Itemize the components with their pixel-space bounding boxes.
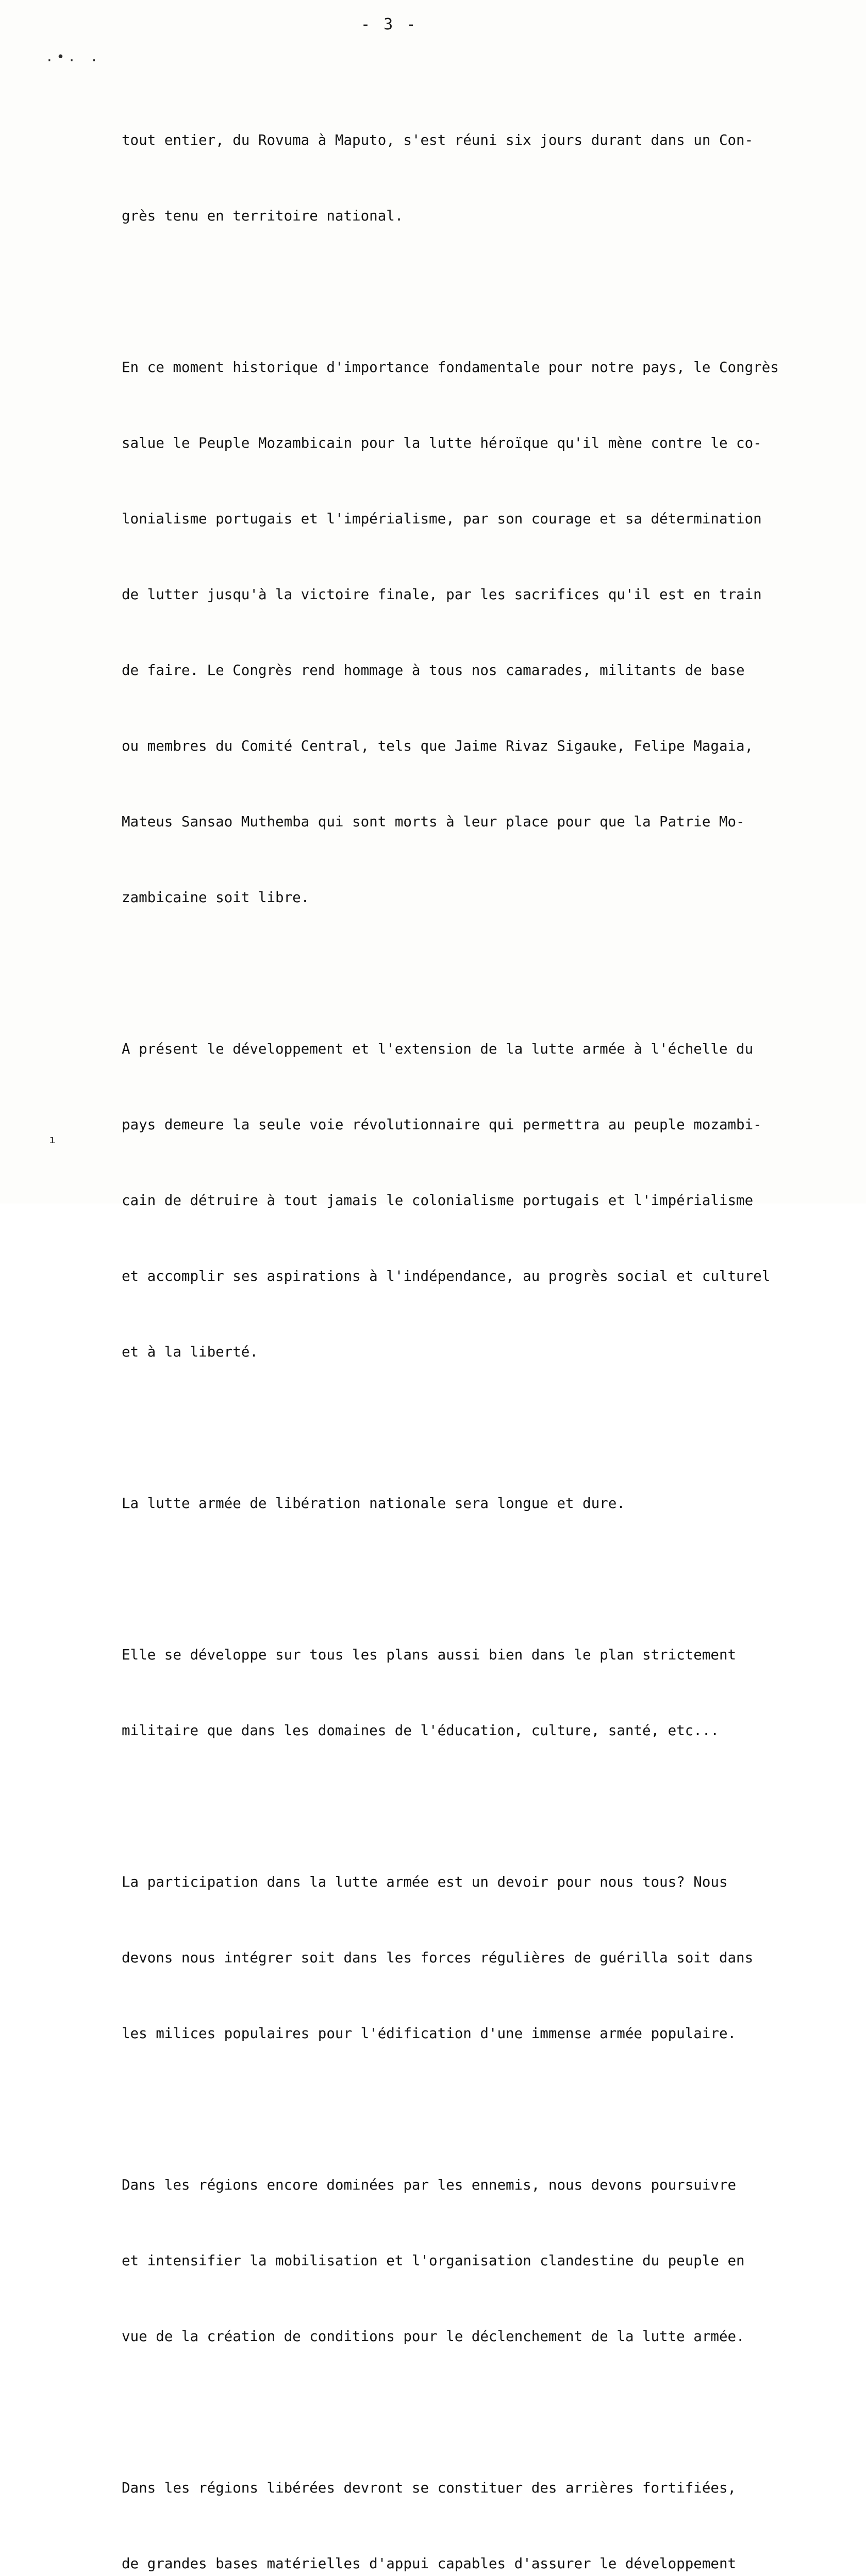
- text-line: Dans les régions libérées devront se constituer des arrières fortifiées,: [122, 2480, 737, 2496]
- paragraph-1: [122, 77, 843, 279]
- margin-mark-bottom: ı: [49, 1133, 56, 1146]
- text-line: de faire. Le Congrès rend hommage à tous nos camarades, militants de base: [122, 662, 745, 679]
- text-line: vue de la création de conditions pour le déclenchement de la lutte armée.: [122, 2328, 745, 2345]
- text-line: En ce moment historique d'importance fondamentale pour notre pays, le Congrès: [122, 359, 779, 376]
- text-line: tout entier, du Rovuma à Maputo, s'est réuni six jours durant dans un Con-: [122, 132, 754, 148]
- document-body: [122, 77, 843, 2576]
- text-line: Elle se développe sur tous les plans aussi bien dans le plan strictement: [122, 1647, 737, 1663]
- text-line: de lutter jusqu'à la victoire finale, par les sacrifices qu'il est en train: [122, 586, 762, 603]
- text-line: et à la liberté.: [122, 1344, 258, 1360]
- page-number: - 3 -: [361, 15, 418, 33]
- text-line: et intensifier la mobilisation et l'organisation clandestine du peuple en: [122, 2252, 745, 2269]
- text-line: les milices populaires pour l'édification d'une immense armée populaire.: [122, 2025, 737, 2042]
- paragraph-4: [122, 1440, 843, 1567]
- text-line: La lutte armée de libération nationale sera longue et dure.: [122, 1495, 625, 1512]
- text-line: zambicaine soit libre.: [122, 889, 310, 906]
- text-line: militaire que dans les domaines de l'éducation, culture, santé, etc...: [122, 1722, 719, 1739]
- paragraph-7: [122, 2122, 843, 2400]
- text-line: La participation dans la lutte armée est un devoir pour nous tous? Nous: [122, 1874, 728, 1890]
- text-line: Dans les régions encore dominées par les ennemis, nous devons poursuivre: [122, 2177, 737, 2193]
- text-line: salue le Peuple Mozambicain pour la lutte héroïque qu'il mène contre le co-: [122, 435, 762, 451]
- margin-mark-top: .•. .: [45, 49, 102, 65]
- text-line: devons nous intégrer soit dans les forces régulières de guérilla soit dans: [122, 1950, 754, 1966]
- text-line: ou membres du Comité Central, tels que Jaime Rivaz Sigauke, Felipe Magaia,: [122, 738, 754, 754]
- paragraph-6: [122, 1819, 843, 2097]
- text-line: cain de détruire à tout jamais le colonialisme portugais et l'impérialisme: [122, 1192, 754, 1209]
- text-line: pays demeure la seule voie révolutionnaire qui permettra au peuple mozambi-: [122, 1116, 762, 1133]
- text-line: et accomplir ses aspirations à l'indépendance, au progrès social et culturel: [122, 1268, 771, 1284]
- text-line: grès tenu en territoire national.: [122, 208, 404, 224]
- text-line: A présent le développement et l'extension de la lutte armée à l'échelle du: [122, 1041, 754, 1057]
- paragraph-8: [122, 2425, 843, 2576]
- text-line: lonialisme portugais et l'impérialisme, par son courage et sa détermination: [122, 511, 762, 527]
- paragraph-3: [122, 986, 843, 1415]
- paragraph-2: [122, 304, 843, 961]
- paragraph-5: [122, 1592, 843, 1794]
- text-line: Mateus Sansao Muthemba qui sont morts à leur place pour que la Patrie Mo-: [122, 814, 745, 830]
- text-line: de grandes bases matérielles d'appui capables d'assurer le développement: [122, 2555, 737, 2572]
